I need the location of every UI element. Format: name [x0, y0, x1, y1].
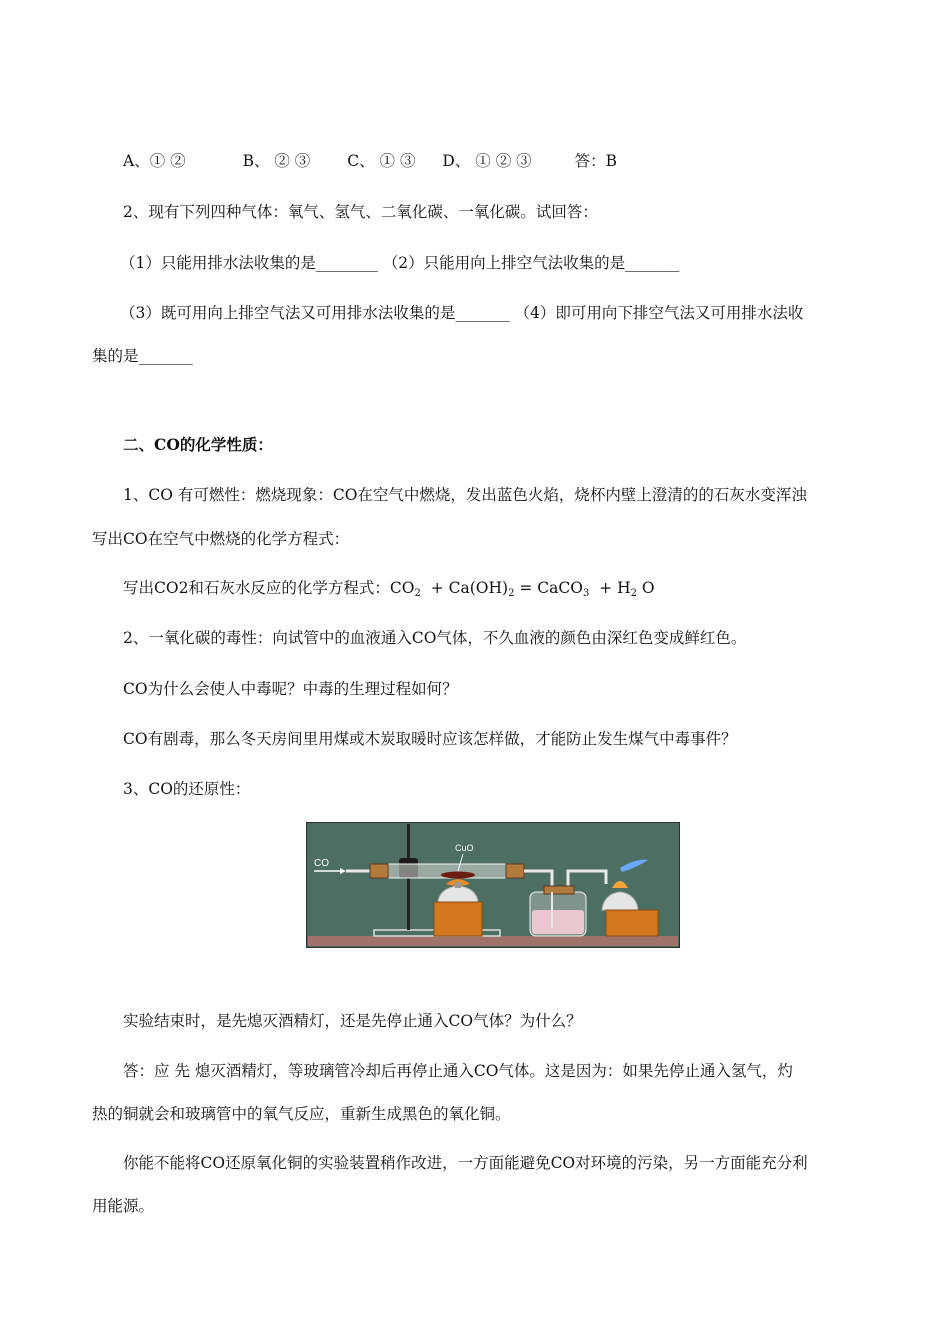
limewater-equation: 写出CO2和石灰水反应的化学方程式：$CO_2 + Ca(OH)_2$ = CaCO$_3$ + $H_2$ O — [123, 579, 655, 599]
table-surface — [308, 936, 678, 946]
bottle-stopper — [544, 886, 574, 894]
toxicity-question-1: CO为什么会使人中毒呢？中毒的生理过程如何？ — [123, 680, 458, 698]
cuo-sample — [441, 872, 475, 879]
answer-q1: 答：B — [574, 152, 617, 170]
right-stopper — [506, 864, 524, 878]
option-c: C、 ① ③ — [347, 152, 416, 170]
option-b: B、 ② ③ — [242, 152, 311, 170]
toxicity-line: 2、一氧化碳的毒性：向试管中的血液通入CO气体，不久血液的颜色由深红色变成鲜红色。 — [123, 629, 747, 647]
answer-line-1: 答：应 先 熄灭酒精灯，等玻璃管冷却后再停止通入CO气体。这是因为：如果先停止通入氢气，灼 — [123, 1062, 793, 1080]
q2-parts-1-2: （1）只能用排水法收集的是________ （2）只能用向上排空气法收集的是_______ — [120, 254, 680, 272]
end-of-experiment-question: 实验结束时，是先熄灭酒精灯，还是先停止通入CO气体？为什么？ — [123, 1012, 582, 1030]
improvement-question-1: 你能不能将CO还原氧化铜的实验装置稍作改进，一方面能避免CO对环境的污染，另一方面能充分利 — [123, 1154, 808, 1172]
toxicity-question-2: CO有剧毒，那么冬天房间里用煤或木炭取暖时应该怎样做，才能防止发生煤气中毒事件？ — [123, 730, 737, 748]
option-d: D、 ① ② ③ — [442, 152, 532, 170]
q2-stem: 2、现有下列四种气体：氧气、氢气、二氧化碳、一氧化碳。试回答： — [123, 203, 598, 221]
write-equation-line: 写出CO在空气中燃烧的化学方程式： — [92, 530, 350, 548]
lamp-1-wick — [455, 882, 461, 888]
q2-parts-3-4: （3）既可用向上排空气法又可用排水法收集的是_______ （4）即可用向下排空气法又可用排水法收 — [120, 304, 804, 322]
cuo-label: CuO — [455, 843, 474, 853]
q2-parts-cont: 集的是_______ — [92, 347, 193, 365]
flammability-line: 1、CO 有可燃性：燃烧现象：CO在空气中燃烧，发出蓝色火焰，烧杯内壁上澄清的的石灰水变浑浊 — [123, 486, 807, 504]
left-stopper — [370, 864, 388, 878]
co-reduction-apparatus-figure — [306, 822, 680, 948]
reducibility-heading: 3、CO的还原性： — [123, 780, 251, 798]
improvement-question-2: 用能源。 — [92, 1197, 155, 1215]
lamp-1-block — [434, 902, 482, 936]
co-label: CO — [314, 858, 329, 869]
limewater — [532, 910, 584, 934]
q1-options-row — [123, 151, 617, 171]
lamp-2-block — [606, 910, 658, 936]
section-heading: 二、CO的化学性质： — [123, 435, 273, 454]
answer-line-2: 热的铜就会和玻璃管中的氧气反应，重新生成黑色的氧化铜。 — [92, 1105, 511, 1123]
option-a: A、① ② — [123, 152, 186, 170]
